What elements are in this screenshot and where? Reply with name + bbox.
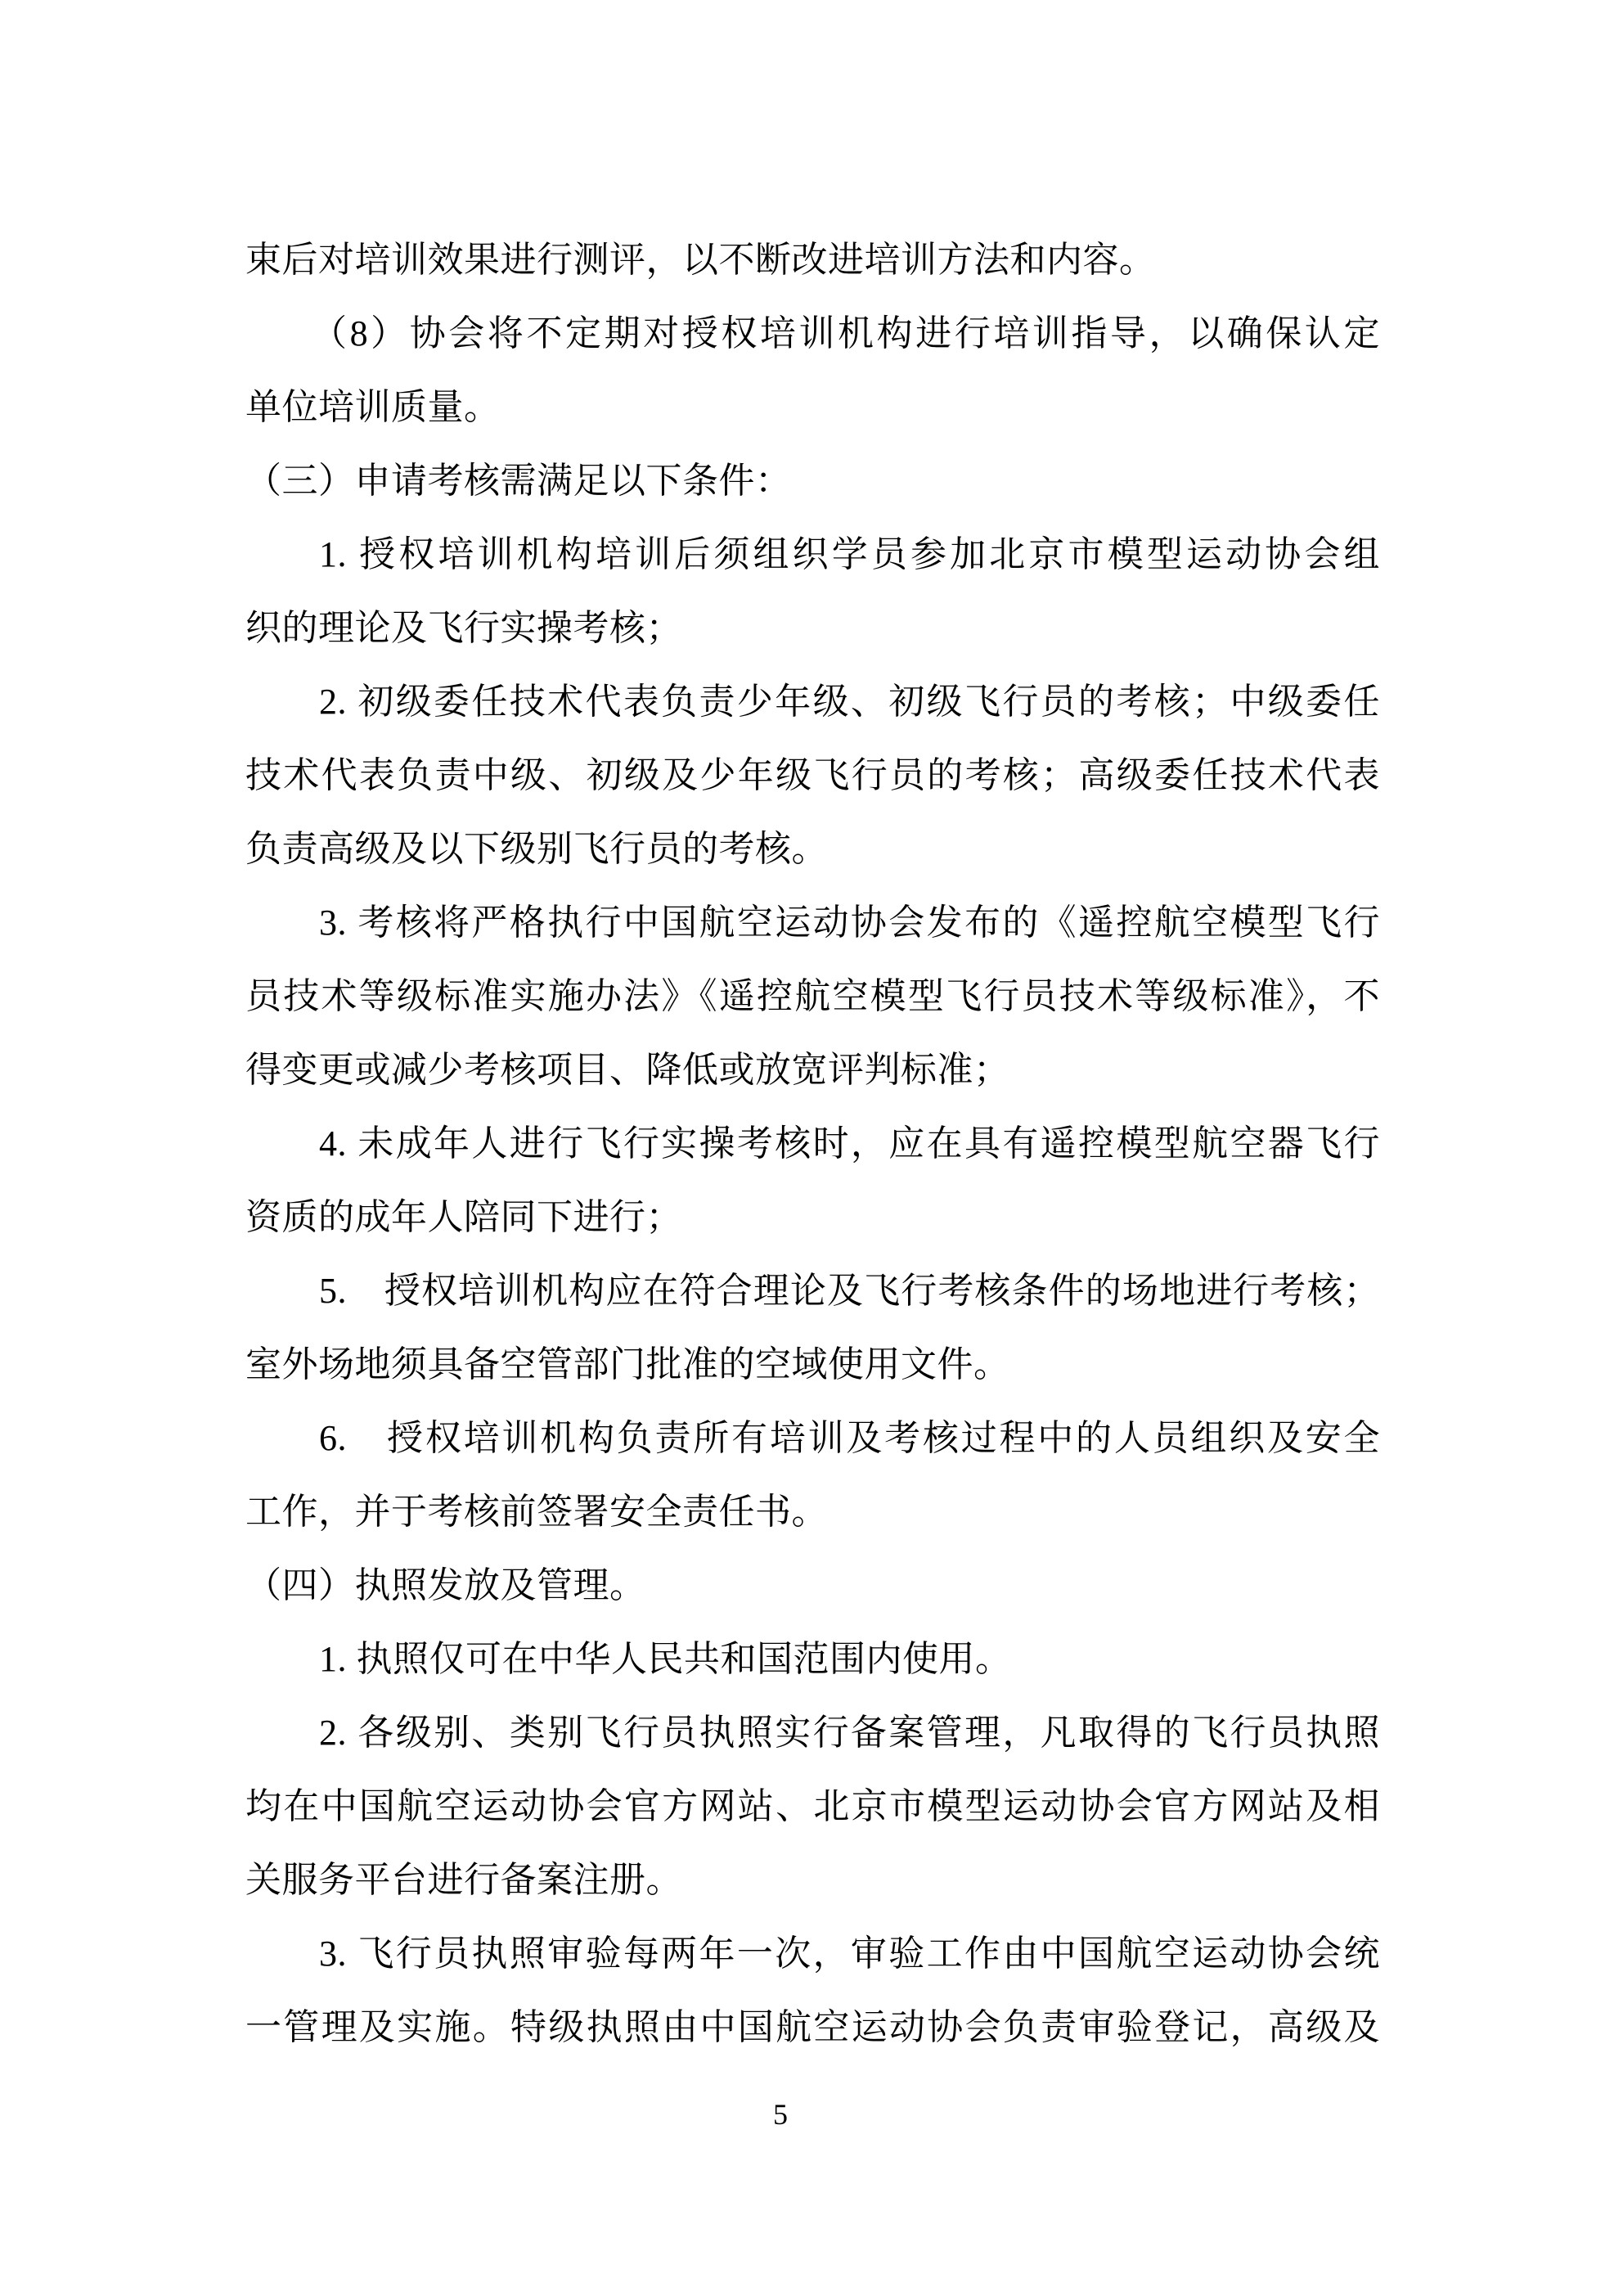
text-line: （8）协会将不定期对授权培训机构进行培训指导，以确保认定 [311, 313, 1380, 353]
text-line: 关服务平台进行备案注册。 [245, 1860, 682, 1900]
text-line: 1. 授权培训机构培训后须组织学员参加北京市模型运动协会组 [319, 534, 1380, 574]
text-line: （三）申请考核需满足以下条件： [245, 461, 792, 501]
text-line: 5. 授权培训机构应在符合理论及飞行考核条件的场地进行考核； [319, 1271, 1380, 1311]
text-line: 2. 各级别、类别飞行员执照实行备案管理，凡取得的飞行员执照 [319, 1713, 1380, 1753]
text-line: 室外场地须具备空管部门批准的空域使用文件。 [245, 1344, 1010, 1384]
text-line: 1. 执照仅可在中华人民共和国范围内使用。 [319, 1639, 1012, 1679]
text-block [245, 223, 1380, 2064]
text-line: 技术代表负责中级、初级及少年级飞行员的考核；高级委任技术代表 [245, 755, 1380, 795]
text-line: 员技术等级标准实施办法》《遥控航空模型飞行员技术等级标准》，不 [245, 976, 1380, 1016]
page-number: 5 [773, 2098, 788, 2131]
text-line: 3. 飞行员执照审验每两年一次，审验工作由中国航空运动协会统 [319, 1934, 1380, 1974]
text-line: 均在中国航空运动协会官方网站、北京市模型运动协会官方网站及相 [245, 1786, 1380, 1826]
text-line: 3. 考核将严格执行中国航空运动协会发布的《遥控航空模型飞行 [319, 903, 1380, 943]
text-line: 织的理论及飞行实操考核； [245, 608, 682, 648]
text-line: 单位培训质量。 [245, 387, 501, 427]
text-line: （四）执照发放及管理。 [245, 1565, 646, 1605]
text-line: 得变更或减少考核项目、降低或放宽评判标准； [245, 1050, 1010, 1090]
text-line: 2. 初级委任技术代表负责少年级、初级飞行员的考核；中级委任 [319, 682, 1380, 722]
text-line: 束后对培训效果进行测评，以不断改进培训方法和内容。 [245, 240, 1156, 280]
text-line: 工作，并于考核前签署安全责任书。 [245, 1492, 828, 1532]
text-line: 资质的成年人陪同下进行； [245, 1197, 682, 1237]
text-line: 一管理及实施。特级执照由中国航空运动协会负责审验登记，高级及 [245, 2007, 1380, 2047]
text-line: 4. 未成年人进行飞行实操考核时，应在具有遥控模型航空器飞行 [319, 1123, 1380, 1164]
text-line: 6. 授权培训机构负责所有培训及考核过程中的人员组织及安全 [319, 1418, 1380, 1458]
text-line: 负责高级及以下级别飞行员的考核。 [245, 829, 828, 869]
